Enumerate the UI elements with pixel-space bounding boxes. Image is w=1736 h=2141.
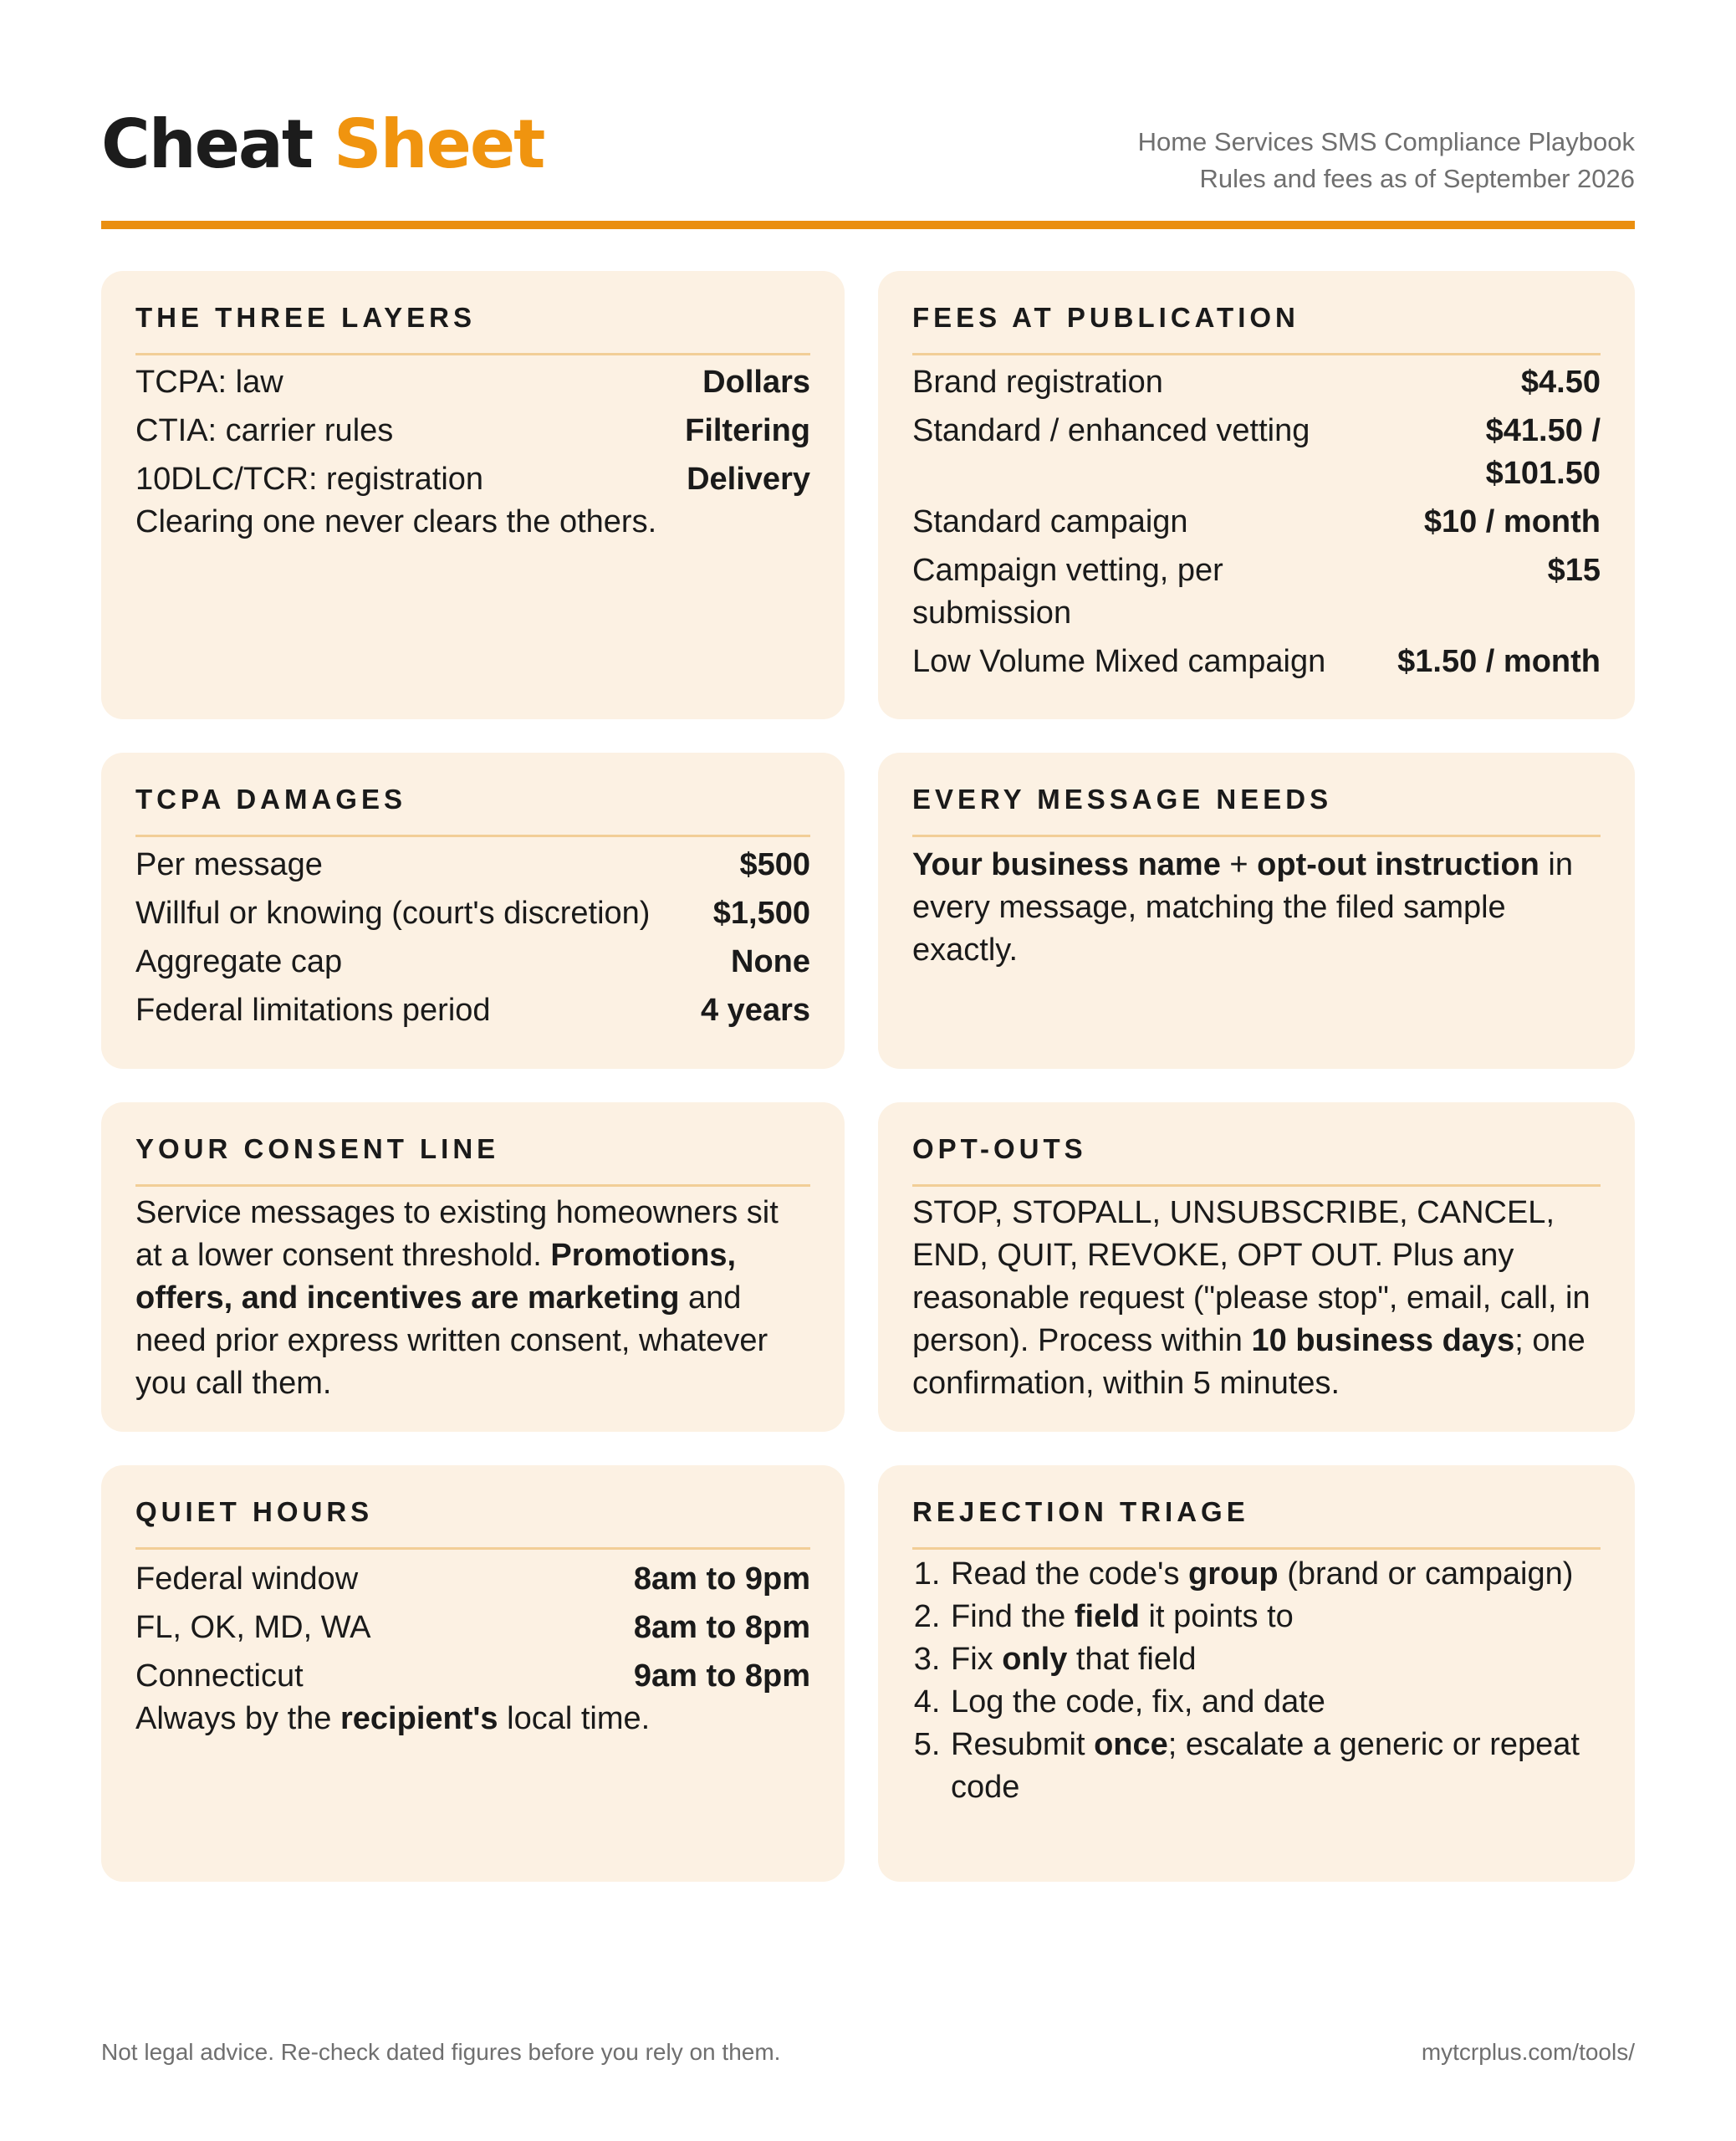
card-title: YOUR CONSENT LINE	[135, 1132, 810, 1187]
layers-note: Clearing one never clears the others.	[135, 504, 657, 539]
layers-row	[135, 458, 810, 501]
page-title	[101, 99, 544, 191]
quiet-row	[135, 1655, 810, 1698]
step-pre: Log the code, fix, and date	[951, 1684, 1325, 1719]
fees-row	[912, 361, 1601, 404]
quiet-body	[135, 1558, 810, 1740]
fees-row	[912, 501, 1601, 544]
card-title: TCPA DAMAGES	[135, 783, 810, 837]
card-title: FEES AT PUBLICATION	[912, 301, 1601, 355]
consent-text-1: Service messages to existing homeowners sit at a lower consent threshold.	[135, 1195, 779, 1273]
title-accent: Sheet	[334, 105, 544, 183]
fees-row	[912, 410, 1601, 495]
damages-row	[135, 844, 810, 887]
triage-step	[949, 1724, 1601, 1809]
card-title: EVERY MESSAGE NEEDS	[912, 783, 1601, 837]
fees-body	[912, 361, 1601, 683]
layers-row	[135, 361, 810, 404]
step-post: (brand or campaign)	[1278, 1556, 1574, 1592]
quiet-row	[135, 1607, 810, 1649]
row-label: CTIA: carrier rules	[135, 413, 394, 448]
step-bold: group	[1188, 1556, 1279, 1592]
row-label: Federal window	[135, 1561, 359, 1597]
optouts-bold: 10 business days	[1251, 1323, 1515, 1358]
row-value: $1,500	[712, 896, 810, 931]
step-bold: field	[1074, 1599, 1140, 1634]
footer-url[interactable]: mytcrplus.com/tools/	[1421, 2039, 1635, 2065]
triage-step	[949, 1553, 1601, 1596]
subtitle-line-2: Rules and fees as of September 2026	[1199, 164, 1635, 193]
needs-rest: in every message, matching the filed sample exactly.	[912, 847, 1574, 968]
row-label: Low Volume Mixed campaign	[912, 644, 1326, 679]
damages-body	[135, 844, 810, 1032]
step-pre: Fix	[951, 1642, 1003, 1677]
row-label: FL, OK, MD, WA	[135, 1610, 371, 1645]
row-value: $1.50 / month	[1397, 644, 1601, 679]
row-value: Filtering	[685, 413, 810, 448]
fees-row	[912, 641, 1601, 683]
footer-disclaimer: Not legal advice. Re-check dated figures before you rely on them.	[101, 2039, 781, 2065]
row-value: $10 / month	[1423, 504, 1601, 539]
damages-row	[135, 941, 810, 984]
needs-bold-1: Your business name	[912, 847, 1221, 882]
title-main: Cheat	[101, 105, 313, 183]
label-line-1: Campaign vetting, per	[912, 553, 1223, 588]
triage-step	[949, 1638, 1601, 1681]
row-value: $500	[739, 847, 810, 882]
note-post: local time.	[498, 1701, 651, 1736]
row-label: Willful or knowing (court's discretion)	[135, 896, 651, 931]
optouts-body	[912, 1192, 1601, 1405]
triage-step	[949, 1596, 1601, 1638]
step-post: ; escalate a generic or repeat code	[951, 1727, 1580, 1805]
step-post: it points to	[1140, 1599, 1294, 1634]
row-label: Connecticut	[135, 1658, 304, 1694]
fees-row	[912, 549, 1601, 635]
step-bold: once	[1094, 1727, 1168, 1762]
row-label: Brand registration	[912, 365, 1163, 400]
row-value: $4.50	[1520, 365, 1601, 400]
card-title: REJECTION TRIAGE	[912, 1495, 1601, 1550]
row-label: Standard / enhanced vetting	[912, 413, 1310, 448]
row-value: Delivery	[687, 462, 810, 497]
row-label: Standard campaign	[912, 504, 1188, 539]
value-line-2: $101.50	[1485, 456, 1601, 491]
row-value: 8am to 9pm	[633, 1561, 810, 1597]
layers-body	[135, 361, 810, 544]
damages-row	[135, 989, 810, 1032]
row-label: Per message	[135, 847, 323, 882]
page-header	[101, 99, 1635, 232]
triage-body	[912, 1553, 1601, 1809]
needs-plus: +	[1220, 847, 1258, 882]
step-post: that field	[1067, 1642, 1197, 1677]
card-title: QUIET HOURS	[135, 1495, 810, 1550]
consent-text-2: and need prior express written consent, whatever you call them.	[135, 1280, 768, 1401]
page-subtitle	[1138, 124, 1635, 197]
quiet-row	[135, 1558, 810, 1601]
row-value	[1486, 410, 1601, 495]
step-pre: Read the code's	[951, 1556, 1188, 1592]
optouts-text-2: ; one confirmation, within 5 minutes.	[912, 1323, 1585, 1401]
layers-row	[135, 410, 810, 452]
row-value: 4 years	[700, 993, 810, 1028]
row-label: Aggregate cap	[135, 944, 343, 979]
consent-bold: Promotions, offers, and incentives are marketing	[135, 1238, 737, 1316]
row-value: 9am to 8pm	[633, 1658, 810, 1694]
needs-body	[912, 844, 1601, 972]
header-divider	[101, 221, 1635, 229]
triage-step	[949, 1681, 1601, 1724]
triage-steps	[912, 1553, 1601, 1809]
step-bold: only	[1002, 1642, 1068, 1677]
step-pre: Resubmit	[951, 1727, 1095, 1762]
row-label: TCPA: law	[135, 365, 283, 400]
subtitle-line-1: Home Services SMS Compliance Playbook	[1137, 127, 1635, 156]
damages-row	[135, 892, 810, 935]
note-bold: recipient's	[340, 1701, 498, 1736]
consent-body	[135, 1192, 810, 1405]
row-value: None	[731, 944, 810, 979]
card-title: OPT-OUTS	[912, 1132, 1601, 1187]
needs-bold-2: opt-out instruction	[1257, 847, 1539, 882]
card-title: THE THREE LAYERS	[135, 301, 810, 355]
row-label	[912, 549, 1548, 635]
row-value: 8am to 8pm	[633, 1610, 810, 1645]
row-value: Dollars	[702, 365, 810, 400]
step-pre: Find the	[951, 1599, 1075, 1634]
note-pre: Always by the	[135, 1701, 340, 1736]
value-line-1: $41.50 /	[1485, 413, 1601, 448]
optouts-text-1: STOP, STOPALL, UNSUBSCRIBE, CANCEL, END, QUIT, REVOKE, OPT OUT. Plus any reasonable request ("please stop", email, call, in person). Process within	[912, 1195, 1590, 1358]
row-label: Federal limitations period	[135, 993, 491, 1028]
row-label: 10DLC/TCR: registration	[135, 462, 484, 497]
row-value: $15	[1547, 553, 1601, 588]
label-line-2: submission	[912, 595, 1072, 631]
quiet-note	[135, 1698, 810, 1740]
